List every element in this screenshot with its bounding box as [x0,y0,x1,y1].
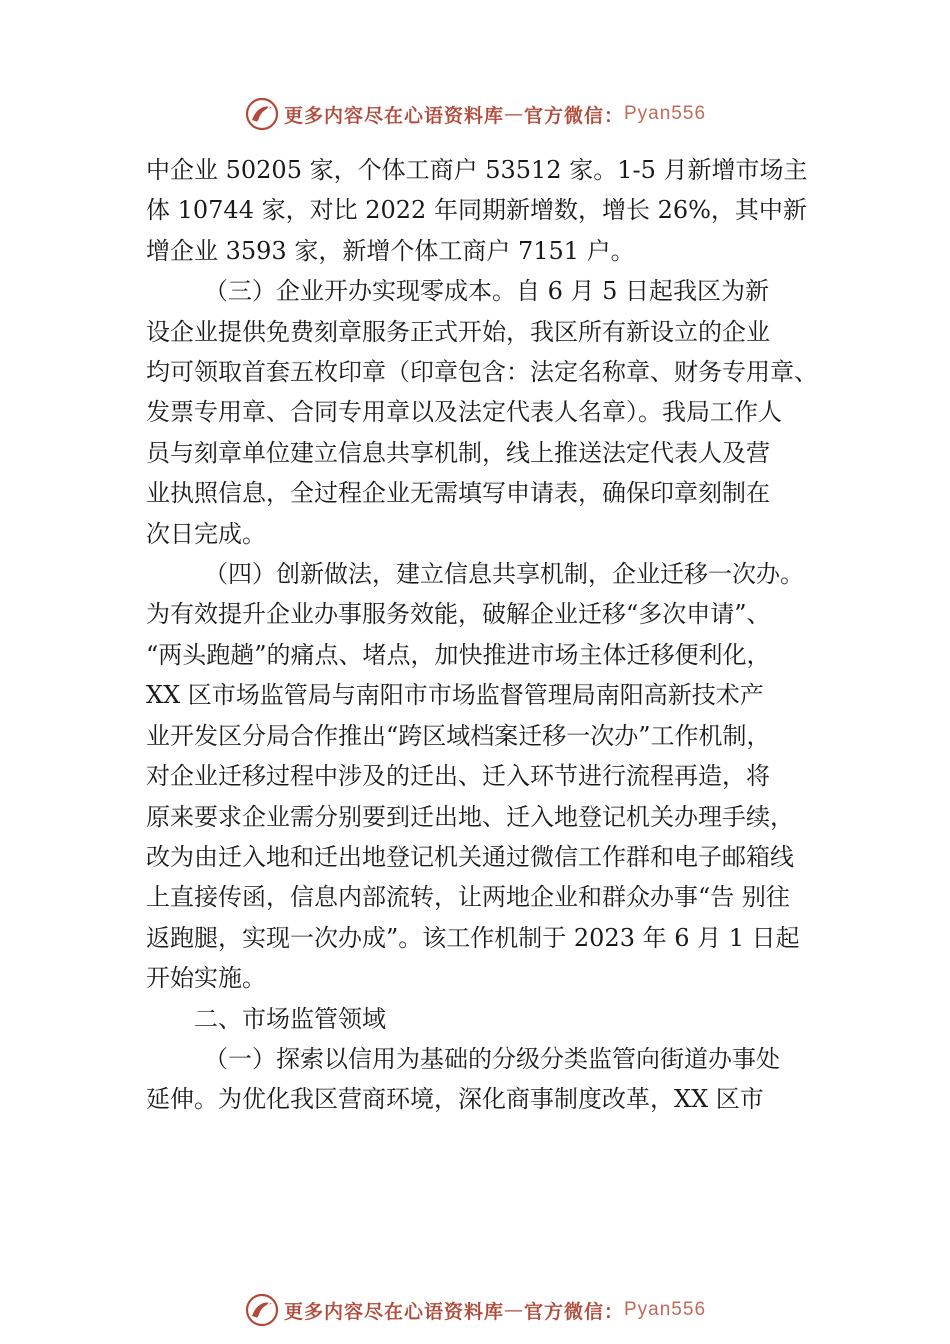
text-line: 延伸。为优化我区营商环境，深化商事制度改革，XX 区市 [146,1085,764,1114]
paragraph-section-one [146,1039,830,1120]
banner-wechat-id: Pyan556 [624,103,707,124]
text-line: 中企业 50205 家，个体工商户 53512 家。1-5 月新增市场主 [146,156,808,184]
document-body [146,150,830,1120]
text-line: 员与刻章单位建立信息共享机制，线上推送法定代表人及营 [146,438,770,467]
section-heading-market-supervision [146,999,830,1039]
banner-brand-text: 更多内容尽在心语资料库 [283,104,504,127]
text-line: 改为由迁入地和迁出地登记机关通过微信工作群和电子邮箱线 [146,842,794,871]
text-line: XX 区市场监管局与南阳市市场监督管理局南阳高新技术产 [146,681,764,710]
text-line: 对企业迁移过程中涉及的迁出、迁入环节进行流程再造，将 [146,762,770,791]
header-banner [0,92,950,136]
text-line: 发票专用章、合同专用章以及法定代表人名章）。我局工作人 [146,398,782,427]
text-line: （三）企业开办实现零成本。自 6 月 5 日起我区为新 [204,277,770,306]
banner-dash: — [503,1299,524,1321]
text-line: 均可领取首套五枚印章（印章包含：法定名称章、财务专用章、 [146,358,818,387]
text-line: “两头跑趟”的痛点、堵点，加快推进市场主体迁移便利化， [146,640,771,669]
paragraph-section-three [146,271,830,554]
text-line: 业执照信息，全过程企业无需填写申请表，确保印章刻制在 [146,479,770,508]
paragraph-section-four [146,554,830,998]
banner-dash: — [503,103,524,125]
text-line: 次日完成。 [146,519,266,548]
footer-banner [0,1288,950,1332]
text-line: 增企业 3593 家，新增个体工商户 7151 户。 [146,236,635,265]
text-line: 业开发区分局合作推出“跨区域档案迁移一次办”工作机制， [146,721,771,750]
text-line: 设企业提供免费刻章服务正式开始，我区所有新设立的企业 [146,317,770,346]
banner-wechat-label: 官方微信： [523,1300,624,1323]
text-line: （四）创新做法，建立信息共享机制，企业迁移一次办。 [204,560,804,589]
brand-logo-icon [244,96,280,132]
text-line: 二、市场监管领域 [194,1004,386,1033]
banner-brand-text: 更多内容尽在心语资料库 [283,1300,504,1323]
brand-logo-icon [244,1292,280,1328]
text-line: 返跑腿，实现一次办成”。该工作机制于 2023 年 6 月 1 日起 [146,923,800,952]
text-line: （一）探索以信用为基础的分级分类监管向街道办事处 [204,1044,780,1073]
text-line: 开始实施。 [146,964,266,993]
banner-wechat-label: 官方微信： [523,104,624,127]
banner-wechat-id: Pyan556 [624,1299,707,1320]
paragraph-stats [146,150,830,271]
text-line: 体 10744 家，对比 2022 年同期新增数，增长 26%，其中新 [146,196,807,225]
text-line: 上直接传函，信息内部流转，让两地企业和群众办事“告 别往 [146,883,790,912]
text-line: 原来要求企业需分别要到迁出地、迁入地登记机关办理手续， [146,802,794,831]
text-line: 为有效提升企业办事服务效能，破解企业迁移“多次申请”、 [146,600,771,629]
